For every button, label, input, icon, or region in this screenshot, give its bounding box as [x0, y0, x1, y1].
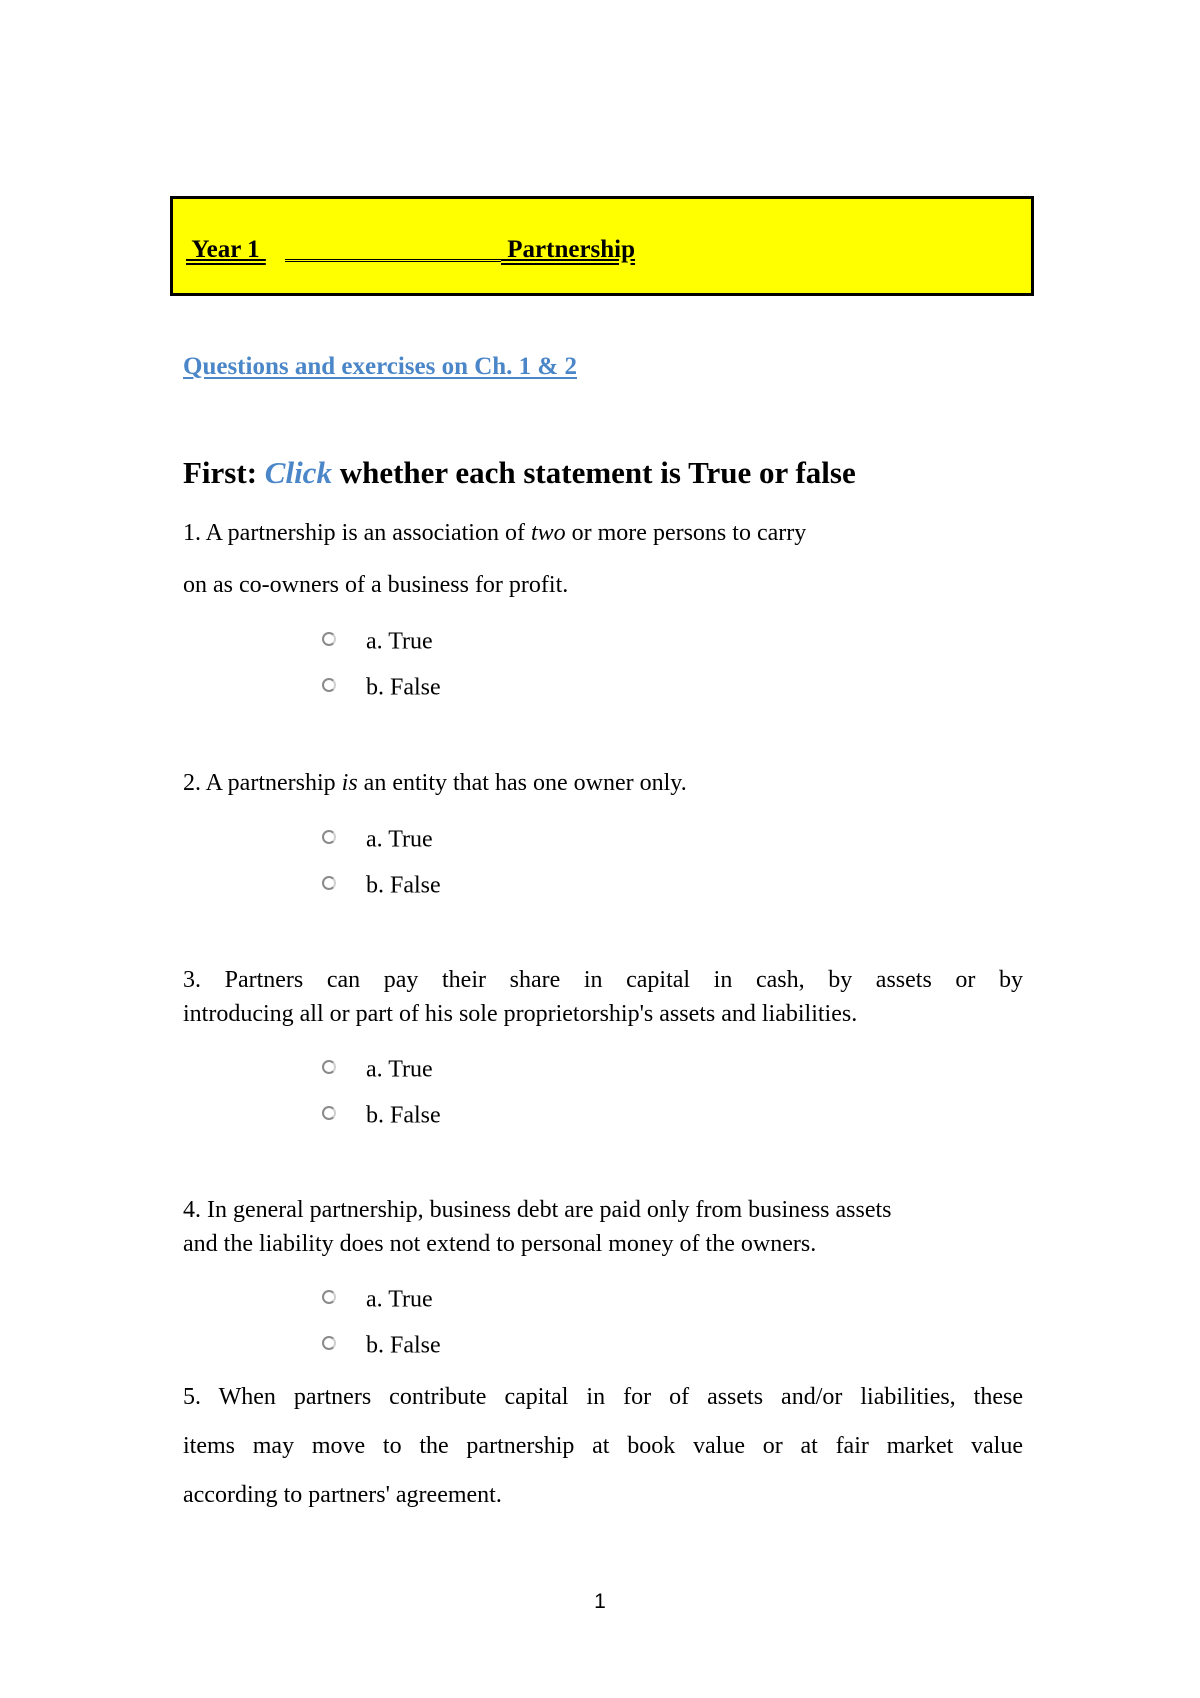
instruction-suffix: whether each statement is True or false: [331, 455, 856, 490]
question-1-text: 1. A partnership is an association of: [183, 520, 531, 546]
question-3-line-1: 3. Partners can pay their share in capital in cash, by assets or by: [183, 967, 1023, 993]
option-label: b. False: [366, 1332, 441, 1359]
radio-button-icon[interactable]: [322, 830, 336, 844]
question-2: [183, 766, 1023, 800]
option-label: a. True: [366, 826, 433, 853]
question-4-line-2: and the liability does not extend to personal money of the owners.: [183, 1231, 817, 1257]
radio-button-icon[interactable]: [322, 1106, 336, 1120]
question-2-option-a[interactable]: [322, 823, 433, 853]
header-box: [170, 196, 1034, 296]
option-label: b. False: [366, 1102, 441, 1129]
question-4-option-a[interactable]: [322, 1283, 433, 1313]
header-subject: Partnership: [501, 236, 636, 263]
question-1: [183, 516, 1023, 550]
page-number: 1: [594, 1590, 606, 1613]
question-1-line-2: [183, 568, 1023, 602]
radio-button-icon[interactable]: [322, 1336, 336, 1350]
instruction-click: Click: [264, 455, 332, 490]
option-label: b. False: [366, 674, 441, 701]
question-5-line-1: 5. When partners contribute capital in for of assets and/or liabilities, these: [183, 1384, 1023, 1410]
question-2-line-1: [183, 766, 1023, 800]
question-5-line-2: items may move to the partnership at book value or at fair market value: [183, 1433, 1023, 1459]
question-2-emphasis: is: [341, 770, 358, 796]
radio-button-icon[interactable]: [322, 876, 336, 890]
subtitle-link[interactable]: Questions and exercises on Ch. 1 & 2: [183, 353, 578, 380]
question-3-option-a[interactable]: [322, 1053, 433, 1083]
question-1-text-end: or more persons to carry: [565, 520, 807, 546]
question-5-line-3: according to partners' agreement.: [183, 1482, 502, 1508]
radio-button-icon[interactable]: [322, 1060, 336, 1074]
option-label: a. True: [366, 1056, 433, 1083]
question-3: [183, 963, 1023, 1031]
question-1-option-b[interactable]: [322, 671, 441, 701]
radio-button-icon[interactable]: [322, 632, 336, 646]
question-1-option-a[interactable]: [322, 625, 433, 655]
header-year: Year 1: [186, 236, 266, 263]
question-3-option-b[interactable]: [322, 1099, 441, 1129]
question-1-line-2-text: on as co-owners of a business for profit.: [183, 572, 569, 598]
question-5: [183, 1373, 1023, 1520]
question-1-line-1: [183, 516, 1023, 550]
option-label: a. True: [366, 628, 433, 655]
question-4-option-b[interactable]: [322, 1329, 441, 1359]
question-4-line-1: 4. In general partnership, business debt are paid only from business assets: [183, 1197, 892, 1223]
option-label: a. True: [366, 1286, 433, 1313]
question-3-line-2: introducing all or part of his sole proprietorship's assets and liabilities.: [183, 1001, 858, 1027]
question-1-emphasis: two: [530, 520, 566, 546]
question-2-option-b[interactable]: [322, 869, 441, 899]
radio-button-icon[interactable]: [322, 678, 336, 692]
question-2-text-end: an entity that has one owner only.: [357, 770, 687, 796]
question-4: [183, 1193, 1023, 1261]
radio-button-icon[interactable]: [322, 1290, 336, 1304]
header-underline-gap: [285, 259, 501, 262]
question-2-text: 2. A partnership: [183, 770, 342, 796]
instruction-prefix: First:: [183, 455, 265, 490]
instruction-heading: [183, 455, 856, 491]
option-label: b. False: [366, 872, 441, 899]
